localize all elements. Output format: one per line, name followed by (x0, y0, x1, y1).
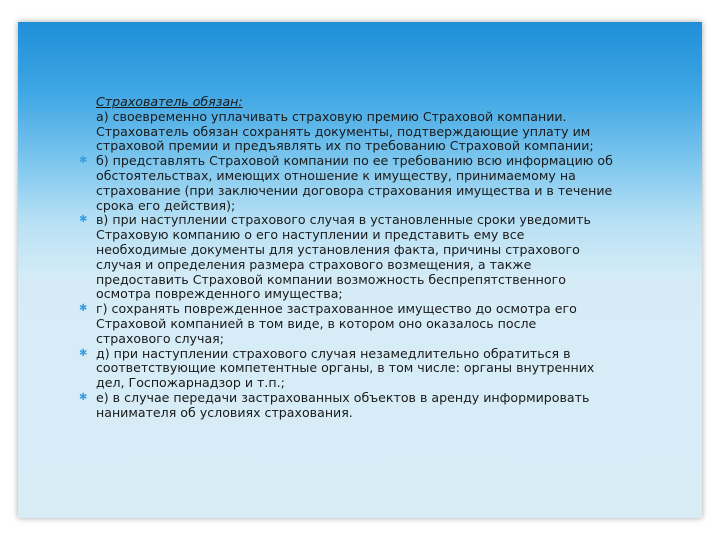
list-item (79, 345, 666, 391)
slide-content (79, 94, 666, 421)
list-item (79, 301, 666, 346)
text-line: страхового случая; (96, 330, 224, 346)
text-line: Страховую компанию о его наступлении и представить ему все (96, 227, 525, 243)
text-line: нанимателя об условиях страхования. (96, 404, 353, 420)
list-item (79, 212, 666, 302)
text-line: соответствующие компетентные органы, в том числе: органы внутренних (96, 360, 595, 376)
bullet-icon: ✱ (79, 391, 88, 403)
text-line: предоставить Страховой компании возможность беспрепятственного (96, 271, 566, 287)
text-line: Страховой компанией в том виде, в котором оно оказалось после (96, 315, 537, 331)
text-line: страхование (при заключении договора страхования имущества и в течение (96, 182, 613, 198)
text-line: случая и определения размера страхового возмещения, а также (96, 256, 532, 272)
text-line: е) в случае передачи застрахованных объектов в аренду информировать (96, 389, 590, 405)
list-item (79, 389, 666, 421)
bullet-icon: ✱ (79, 347, 88, 359)
text-line: страховой премии и предъявлять их по требованию Страховой компании; (96, 138, 594, 154)
slide (18, 22, 702, 518)
paragraph-list (79, 108, 666, 421)
text-line: д) при наступлении страхового случая незамедлительно обратиться в (96, 345, 571, 361)
text-line: г) сохранять поврежденное застрахованное имущество до осмотра его (96, 301, 577, 317)
text-line: необходимые документы для установления факта, причины страхового (96, 241, 580, 257)
text-line: Страхователь обязан сохранять документы, подтверждающие уплату им (96, 123, 591, 139)
slide-title: Страхователь обязан: (96, 94, 243, 109)
bullet-icon: ✱ (79, 214, 88, 226)
text-line: срока его действия); (96, 197, 236, 213)
bullet-icon: ✱ (79, 303, 88, 315)
text-line: осмотра поврежденного имущества; (96, 286, 343, 302)
text-line: дел, Госпожарнадзор и т.п.; (96, 375, 285, 391)
list-item (79, 153, 666, 213)
text-line: б) представлять Страховой компании по ее требованию всю информацию об (96, 153, 613, 169)
list-item (96, 110, 666, 154)
text-line: обстоятельствах, имеющих отношение к имуществу, принимаемому на (96, 167, 576, 183)
text-line: а) своевременно уплачивать страховую премию Страховой компании. (96, 108, 567, 124)
text-line: в) при наступлении страхового случая в установленные сроки уведомить (96, 212, 591, 228)
bullet-icon: ✱ (79, 155, 88, 167)
